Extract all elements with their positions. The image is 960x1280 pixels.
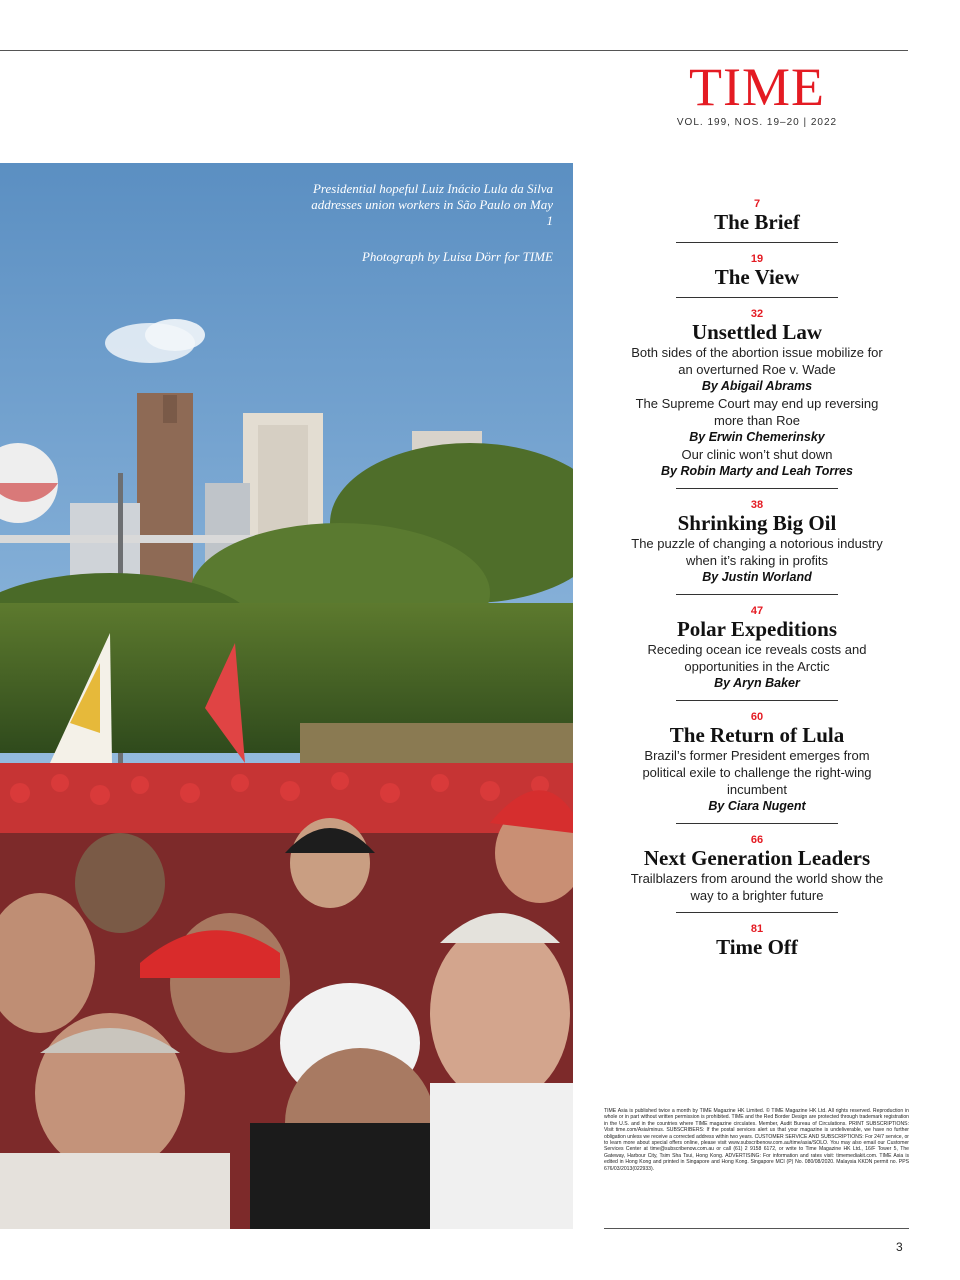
toc-title: Time Off xyxy=(716,935,798,959)
toc-title: Polar Expeditions xyxy=(676,617,838,641)
toc-title: The Brief xyxy=(714,210,800,234)
toc-divider xyxy=(676,594,838,595)
toc-entry xyxy=(628,198,886,243)
cover-photo xyxy=(0,163,573,1229)
toc-description: The puzzle of changing a notorious industry when it’s raking in profits xyxy=(631,536,883,568)
toc-description: Both sides of the abortion issue mobilize for an overturned Roe v. Wade xyxy=(631,345,883,377)
toc-description: Receding ocean ice reveals costs and opportunities in the Arctic xyxy=(647,642,867,674)
toc-byline: By Abigail Abrams xyxy=(701,379,813,393)
time-logo: TIME xyxy=(689,57,825,117)
toc-title: The Return of Lula xyxy=(669,723,845,747)
toc-page-number: 19 xyxy=(750,253,764,265)
toc-divider xyxy=(676,700,838,701)
toc-divider xyxy=(676,912,838,913)
toc-page-number: 38 xyxy=(750,499,764,511)
toc-page-number: 32 xyxy=(750,308,764,320)
toc-title: Next Generation Leaders xyxy=(643,846,871,870)
toc-byline: By Robin Marty and Leah Torres xyxy=(661,464,853,478)
toc-description: Our clinic won’t shut down xyxy=(681,447,833,462)
toc-divider xyxy=(676,242,838,243)
toc-description: The Supreme Court may end up reversing more than Roe xyxy=(635,396,879,428)
toc-divider xyxy=(676,488,838,489)
issue-info: VOL. 199, NOS. 19–20 | 2022 xyxy=(676,117,838,128)
toc-entry xyxy=(628,711,886,824)
toc-entry xyxy=(628,923,886,959)
toc-entry xyxy=(628,499,886,595)
masthead xyxy=(672,57,842,128)
toc-page-number: 7 xyxy=(753,198,761,210)
toc-description: Brazil’s former President emerges from political exile to challenge the right-wing incumbent xyxy=(642,748,872,797)
toc-page-number: 81 xyxy=(750,923,764,935)
table-of-contents xyxy=(628,198,886,959)
toc-entry xyxy=(628,834,886,913)
toc-byline: By Justin Worland xyxy=(702,570,812,584)
toc-page-number: 66 xyxy=(750,834,764,846)
rally-photo-illustration xyxy=(0,163,573,1229)
toc-byline: By Erwin Chemerinsky xyxy=(689,430,825,444)
bottom-rule xyxy=(604,1228,909,1229)
page-number: 3 xyxy=(896,1240,903,1254)
toc-divider xyxy=(676,297,838,298)
top-rule xyxy=(0,50,908,51)
photo-caption: Presidential hopeful Luiz Inácio Lula da Silva addresses union workers in São Paulo on May 1 xyxy=(311,181,553,228)
toc-byline: By Aryn Baker xyxy=(714,676,800,690)
toc-title: Unsettled Law xyxy=(691,320,823,344)
toc-entry xyxy=(628,308,886,489)
toc-entry xyxy=(628,253,886,298)
toc-title: The View xyxy=(714,265,800,289)
publication-fine-print: TIME Asia is published twice a month by TIME Magazine HK Limited. © TIME Magazine HK Ltd. All rights reserved. Reproduction in whole or in part without written permission is prohibited. TIME and the Red Border Design are protected through trademark registration in the U.S. and in the countries where TIME magazine circulates. Member, Audit Bureau of Circulations. PRINT SUBSCRIPTIONS: Visit time.com/Asia/minus. SUBSCRIBERS: If the postal services alert us that your magazine is undeliverable, we have no further obligation unless we receive a corrected address within two years. CUSTOMER SERVICE AND SUBSCRIPTIONS: For 24/7 service, or to learn more about special offers online, please visit www.subscribenow.com.au/time/asia/SOLO. You may also email our Customer Services Center at time@subscribenow.com.au or call (61) 2 9158 6172, or write to Time Magazine HK Ltd., 16/F Tower 5, The Gateway, Harbour City, Tsim Sha Tsui, Hong Kong. ADVERTISING: For information and rates visit: timemediakit.com. TIME Asia is edited in Hong Kong and printed in Singapore and Hong Kong. Singapore MCI (P) No. 080/08/2020. Malaysia KKDN permit no. PPS 676/03/2013(022933). xyxy=(604,1108,909,1172)
toc-page-number: 47 xyxy=(750,605,764,617)
toc-page-number: 60 xyxy=(750,711,764,723)
photo-credit: Photograph by Luisa Dörr for TIME xyxy=(361,249,553,264)
toc-divider xyxy=(676,823,838,824)
toc-entry xyxy=(628,605,886,701)
toc-byline: By Ciara Nugent xyxy=(708,799,806,813)
toc-description: Trailblazers from around the world show the way to a brighter future xyxy=(630,871,884,903)
toc-title: Shrinking Big Oil xyxy=(677,511,837,535)
